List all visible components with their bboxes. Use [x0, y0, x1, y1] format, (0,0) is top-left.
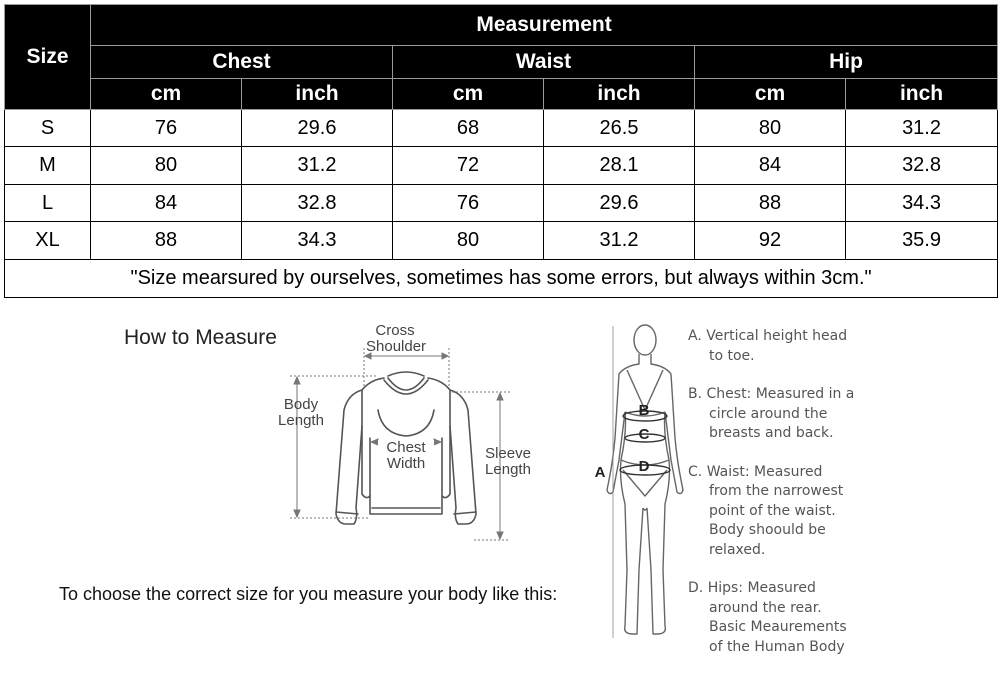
- figure-label-c: C: [638, 426, 650, 443]
- definition-text: Vertical height head to toe.: [706, 328, 848, 364]
- value-cell: 29.6: [544, 184, 695, 221]
- body-figure-illustration: [585, 320, 685, 650]
- unit-header: cm: [91, 78, 242, 109]
- size-cell: L: [5, 184, 91, 221]
- table-row: [5, 110, 998, 147]
- value-cell: 88: [91, 222, 242, 259]
- definition-b: [688, 385, 988, 444]
- value-cell: 35.9: [846, 222, 998, 259]
- table-row: [5, 184, 998, 221]
- value-cell: 32.8: [242, 184, 393, 221]
- size-cell: S: [5, 110, 91, 147]
- how-to-measure-title: How to Measure: [124, 326, 277, 349]
- value-cell: 76: [393, 184, 544, 221]
- value-cell: 92: [695, 222, 846, 259]
- definition-d: [688, 579, 988, 657]
- unit-header: cm: [695, 78, 846, 109]
- definition-key: B.: [688, 386, 703, 402]
- value-cell: 88: [695, 184, 846, 221]
- value-cell: 28.1: [544, 147, 695, 184]
- sleeve-length-label: Sleeve Length: [485, 445, 531, 478]
- chest-width-label: Chest Width: [378, 440, 434, 472]
- value-cell: 80: [91, 147, 242, 184]
- size-note: "Size mearsured by ourselves, sometimes has some errors, but always within 3cm.": [5, 259, 998, 297]
- value-cell: 29.6: [242, 110, 393, 147]
- value-cell: 32.8: [846, 147, 998, 184]
- value-cell: 76: [91, 110, 242, 147]
- definition-a: [688, 327, 988, 366]
- unit-header: inch: [544, 78, 695, 109]
- definition-text: Waist: Measured from the narrowest point of the waist. Body shoould be relaxed.: [706, 463, 844, 558]
- measurement-definitions: [688, 327, 988, 676]
- value-cell: 84: [695, 147, 846, 184]
- value-cell: 80: [695, 110, 846, 147]
- definition-key: C.: [688, 463, 703, 480]
- size-cell: M: [5, 147, 91, 184]
- cross-shoulder-label: Cross Shoulder: [366, 322, 427, 355]
- unit-header: cm: [393, 78, 544, 109]
- unit-header: inch: [846, 78, 998, 109]
- table-row: [5, 222, 998, 259]
- value-cell: 31.2: [846, 110, 998, 147]
- value-cell: 26.5: [544, 110, 695, 147]
- hip-group-header: Hip: [695, 46, 998, 78]
- measurement-header: Measurement: [91, 5, 998, 46]
- value-cell: 34.3: [846, 184, 998, 221]
- chest-group-header: Chest: [91, 46, 393, 78]
- figure-label-b: B: [638, 402, 650, 419]
- definition-text: Chest: Measured in a circle around the breasts and back.: [706, 386, 855, 441]
- size-chart-table: [4, 4, 998, 298]
- size-cell: XL: [5, 222, 91, 259]
- table-row: [5, 147, 998, 184]
- definition-key: A.: [688, 328, 702, 344]
- definition-c: [688, 463, 988, 561]
- waist-group-header: Waist: [393, 46, 695, 78]
- value-cell: 68: [393, 110, 544, 147]
- choose-size-instruction: To choose the correct size for you measure your body like this:: [59, 584, 558, 604]
- unit-header: inch: [242, 78, 393, 109]
- definition-key: D.: [688, 580, 704, 596]
- value-cell: 31.2: [544, 222, 695, 259]
- value-cell: 84: [91, 184, 242, 221]
- value-cell: 80: [393, 222, 544, 259]
- figure-label-a: A: [594, 464, 606, 481]
- value-cell: 31.2: [242, 147, 393, 184]
- definition-text: Hips: Measured around the rear. Basic Meaurements of the Human Body: [707, 580, 847, 655]
- body-length-label: Body Length: [278, 396, 324, 429]
- figure-label-d: D: [638, 458, 650, 475]
- size-column-header: Size: [5, 5, 91, 110]
- value-cell: 34.3: [242, 222, 393, 259]
- value-cell: 72: [393, 147, 544, 184]
